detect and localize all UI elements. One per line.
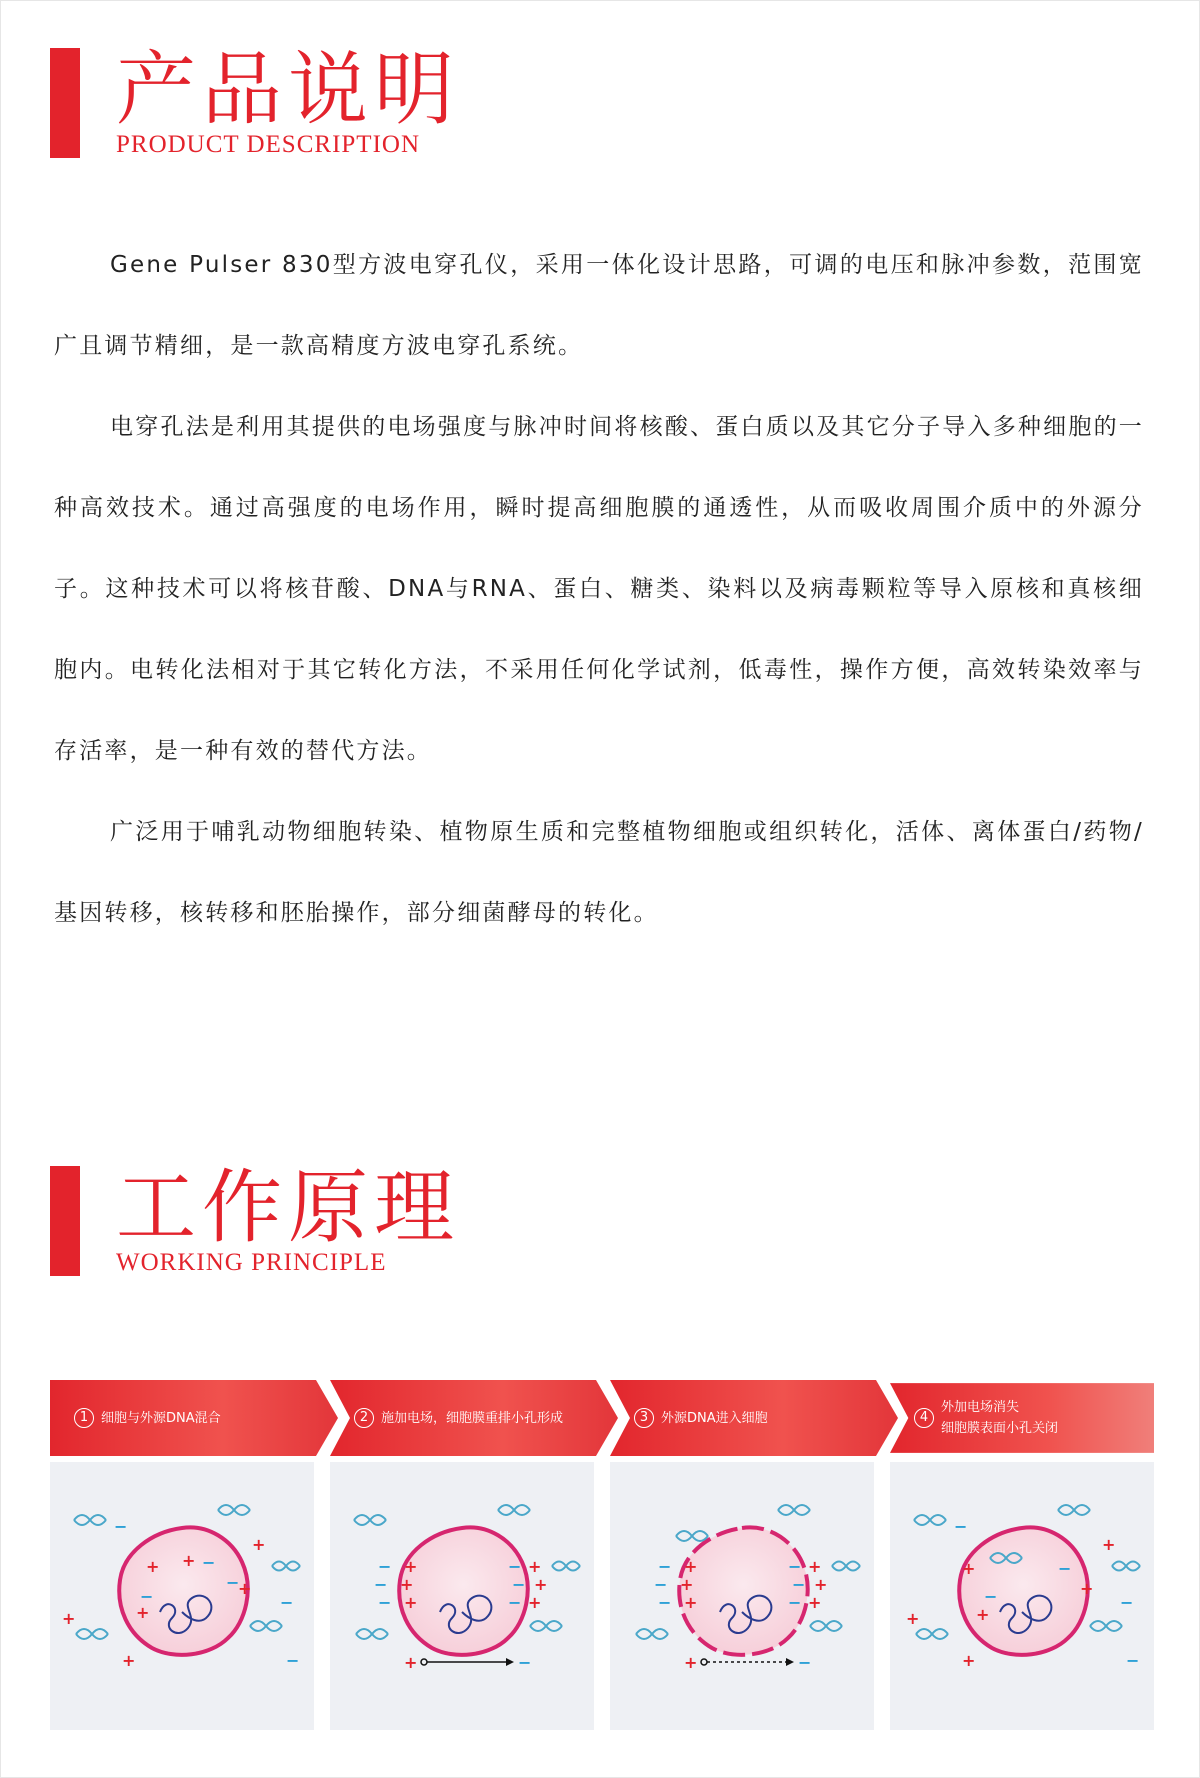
svg-text:+: + bbox=[684, 1557, 698, 1576]
svg-text:+: + bbox=[146, 1557, 160, 1576]
svg-text:−: − bbox=[280, 1593, 294, 1612]
svg-text:−: − bbox=[798, 1653, 812, 1672]
svg-text:+: + bbox=[814, 1575, 828, 1594]
svg-text:+: + bbox=[534, 1575, 548, 1594]
svg-text:−: − bbox=[378, 1593, 392, 1612]
step-number: 3 bbox=[634, 1408, 654, 1428]
electric-field-arrow bbox=[684, 1653, 811, 1672]
svg-text:−: − bbox=[114, 1517, 128, 1536]
svg-text:+: + bbox=[680, 1575, 694, 1594]
svg-text:−: − bbox=[1058, 1559, 1072, 1578]
section-title: 工作原理 bbox=[116, 1161, 460, 1254]
svg-text:−: − bbox=[654, 1575, 668, 1594]
svg-text:+: + bbox=[808, 1593, 822, 1612]
step-number: 4 bbox=[914, 1408, 934, 1428]
svg-text:−: − bbox=[378, 1557, 392, 1576]
step-number: 2 bbox=[354, 1408, 374, 1428]
svg-text:−: − bbox=[658, 1593, 672, 1612]
svg-text:+: + bbox=[684, 1653, 698, 1672]
svg-text:+: + bbox=[1080, 1579, 1094, 1598]
svg-text:−: − bbox=[1126, 1651, 1140, 1670]
svg-text:+: + bbox=[404, 1593, 418, 1612]
step-label bbox=[354, 1380, 609, 1456]
svg-text:−: − bbox=[202, 1553, 216, 1572]
svg-text:+: + bbox=[906, 1609, 920, 1628]
section-bar bbox=[50, 48, 80, 158]
step-1 bbox=[50, 1380, 314, 1730]
step-illustration bbox=[50, 1462, 314, 1730]
svg-text:−: − bbox=[286, 1651, 300, 1670]
svg-text:−: − bbox=[374, 1575, 388, 1594]
step-text: 外源DNA进入细胞 bbox=[661, 1410, 768, 1426]
svg-text:+: + bbox=[962, 1559, 976, 1578]
step-4 bbox=[890, 1380, 1154, 1730]
section-bar bbox=[50, 1166, 80, 1276]
step-illustration bbox=[890, 1462, 1154, 1730]
svg-text:+: + bbox=[962, 1651, 976, 1670]
step-illustration bbox=[330, 1462, 594, 1730]
svg-text:+: + bbox=[136, 1603, 150, 1622]
step-3 bbox=[610, 1380, 874, 1730]
svg-text:+: + bbox=[400, 1575, 414, 1594]
svg-text:−: − bbox=[788, 1557, 802, 1576]
svg-text:−: − bbox=[788, 1593, 802, 1612]
svg-text:+: + bbox=[404, 1557, 418, 1576]
svg-text:+: + bbox=[1102, 1535, 1116, 1554]
cell-membrane bbox=[959, 1527, 1087, 1654]
svg-text:−: − bbox=[658, 1557, 672, 1576]
section-subtitle: WORKING PRINCIPLE bbox=[116, 1249, 387, 1276]
step-label bbox=[914, 1380, 1150, 1456]
cell-membrane bbox=[399, 1527, 527, 1654]
product-description-text bbox=[54, 225, 1144, 954]
section-subtitle: PRODUCT DESCRIPTION bbox=[116, 131, 420, 158]
svg-text:−: − bbox=[954, 1517, 968, 1536]
svg-text:−: − bbox=[226, 1573, 240, 1592]
svg-text:−: − bbox=[792, 1575, 806, 1594]
step-2 bbox=[330, 1380, 594, 1730]
svg-text:+: + bbox=[62, 1609, 76, 1628]
section-title: 产品说明 bbox=[116, 43, 460, 136]
svg-text:+: + bbox=[976, 1605, 990, 1624]
svg-text:+: + bbox=[238, 1579, 252, 1598]
svg-text:−: − bbox=[1120, 1593, 1134, 1612]
step-number: 1 bbox=[74, 1408, 94, 1428]
cell-membrane bbox=[679, 1527, 807, 1654]
svg-text:+: + bbox=[252, 1535, 266, 1554]
svg-text:−: − bbox=[140, 1587, 154, 1606]
svg-text:−: − bbox=[512, 1575, 526, 1594]
svg-text:+: + bbox=[528, 1557, 542, 1576]
svg-text:−: − bbox=[518, 1653, 532, 1672]
svg-text:+: + bbox=[182, 1551, 196, 1570]
svg-text:−: − bbox=[508, 1593, 522, 1612]
paragraph: Gene Pulser 830型方波电穿孔仪，采用一体化设计思路，可调的电压和脉冲参数，范围宽广且调节精细，是一款高精度方波电穿孔系统。 bbox=[54, 252, 1144, 359]
svg-text:+: + bbox=[404, 1653, 418, 1672]
paragraph: 广泛用于哺乳动物细胞转染、植物原生质和完整植物细胞或组织转化，活体、离体蛋白/药物/基因转移，核转移和胚胎操作，部分细菌酵母的转化。 bbox=[54, 819, 1144, 926]
step-illustration bbox=[610, 1462, 874, 1730]
step-text: 施加电场，细胞膜重排小孔形成 bbox=[381, 1410, 564, 1426]
step-text: 细胞膜表面小孔关闭 bbox=[941, 1421, 1059, 1436]
paragraph: 电穿孔法是利用其提供的电场强度与脉冲时间将核酸、蛋白质以及其它分子导入多种细胞的一种高效技术。通过高强度的电场作用，瞬时提高细胞膜的通透性，从而吸收周围介质中的外源分子。这种技术可以将核苷酸、DNA与RNA、蛋白、糖类、染料以及病毒颗粒等导入原核和真核细胞内。电转化法相对于其它转化方法，不采用任何化学试剂，低毒性，操作方便，高效转染效率与存活率，是一种有效的替代方法。 bbox=[54, 414, 1144, 764]
svg-text:+: + bbox=[528, 1593, 542, 1612]
step-label bbox=[74, 1380, 329, 1456]
step-text: 细胞与外源DNA混合 bbox=[101, 1410, 221, 1426]
svg-text:−: − bbox=[984, 1587, 998, 1606]
svg-text:+: + bbox=[122, 1651, 136, 1670]
svg-text:+: + bbox=[808, 1557, 822, 1576]
step-label bbox=[634, 1380, 889, 1456]
electroporation-steps bbox=[50, 1380, 1154, 1730]
svg-text:+: + bbox=[684, 1593, 698, 1612]
step-text: 外加电场消失 bbox=[941, 1400, 1020, 1415]
svg-text:−: − bbox=[508, 1557, 522, 1576]
